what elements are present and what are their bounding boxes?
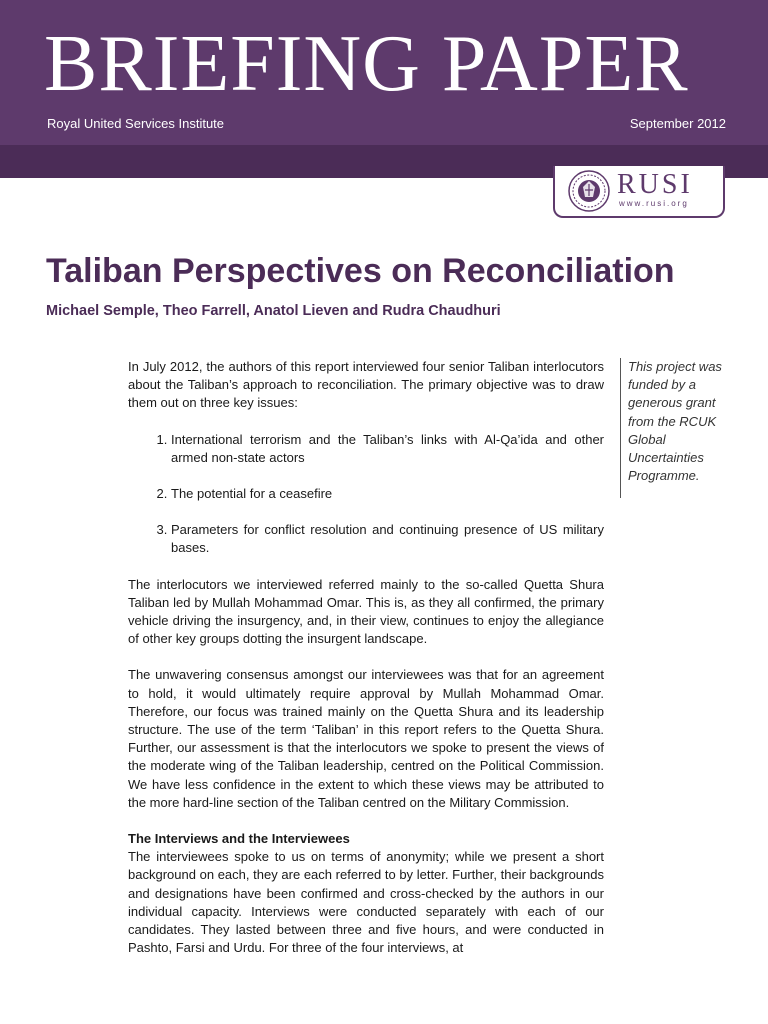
- funding-note: This project was funded by a generous grant from the RCUK Global Uncertainties Programme.: [620, 358, 740, 498]
- logo-url[interactable]: www.rusi.org: [619, 199, 689, 208]
- list-item: 2. The potential for a ceasefire: [171, 485, 604, 503]
- publisher-name: Royal United Services Institute: [47, 116, 225, 131]
- article-authors: Michael Semple, Theo Farrell, Anatol Lieven and Rudra Chaudhuri: [46, 303, 501, 319]
- list-item: 1. International terrorism and the Taliban’s links with Al-Qa’ida and other armed non-state actors: [171, 431, 604, 467]
- logo-wordmark: RUSI: [617, 169, 693, 200]
- key-issues-list: [128, 431, 604, 558]
- paragraph-interviews: The interviewees spoke to us on terms of anonymity; while we present a short background on each, they are each referred to by letter. Further, their backgrounds and designations have been confirmed and cross-checked by the authors in our individual capacity. Interviews were conducted separately with each of our candidates. They lasted between three and five hours, and were conducted in Pashto, Farsi and Urdu. For three of the four interviews, at: [128, 849, 604, 956]
- article-title: Taliban Perspectives on Reconciliation: [46, 252, 675, 290]
- list-item: 3. Parameters for conflict resolution and continuing presence of US military bases.: [171, 521, 604, 557]
- rusi-logo[interactable]: [553, 166, 725, 218]
- crest-icon: [567, 169, 611, 213]
- briefing-paper-title: BRIEFING PAPER: [44, 20, 689, 108]
- publication-date: September 2012: [629, 116, 726, 131]
- paragraph-quetta-shura: The interlocutors we interviewed referred mainly to the so-called Quetta Shura Taliban led by Mullah Mohammad Omar. This is, as they all confirmed, the primary vehicle driving the insurgency, and, in their view, continues to enjoy the allegiance of other key groups dotting the insurgent landscape.: [128, 576, 604, 647]
- section-heading: The Interviews and the Interviewees: [128, 831, 350, 847]
- intro-paragraph: In July 2012, the authors of this report interviewed four senior Taliban interlocutors about the Taliban’s approach to reconciliation. The primary objective was to draw them out on three key issues:: [128, 359, 604, 411]
- paragraph-consensus: The unwavering consensus amongst our interviewees was that for an agreement to hold, it would ultimately require approval by Mullah Mohammad Omar. Therefore, our focus was trained mainly on the Quetta Shura and its leadership structure. The use of the term ‘Taliban’ in this report refers to the Quetta Shura. Further, our assessment is that the interlocutors we spoke to present the views of the moderate wing of the Taliban leadership, centred on the Political Commission. We have less confidence in the extent to which these views may be attributed to the more hard-line section of the Taliban centred on the Military Commission.: [128, 667, 604, 810]
- article-body: [128, 358, 604, 975]
